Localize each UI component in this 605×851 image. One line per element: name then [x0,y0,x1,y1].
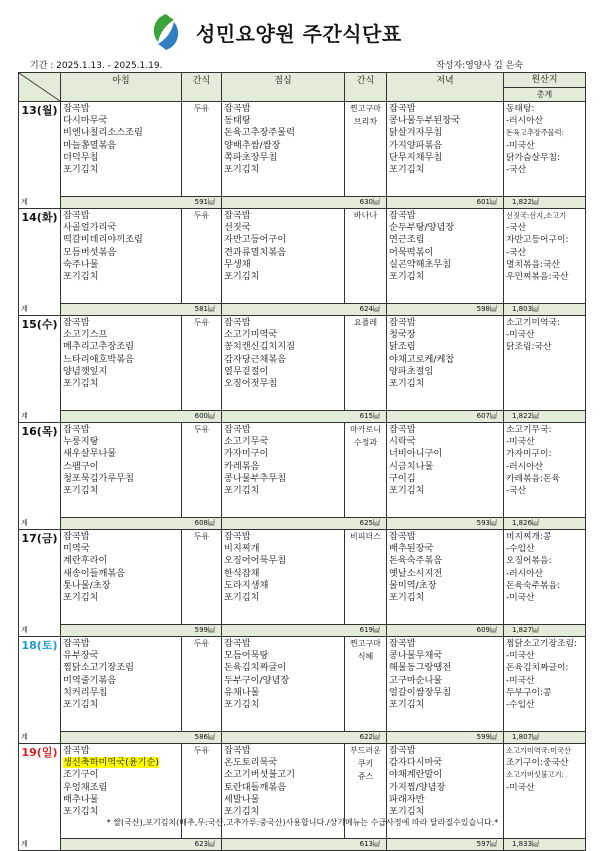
lunch-cell-item: 소고기버섯불고기 [224,769,296,781]
breakfast-cell-item: 누룽지탕 [63,436,99,448]
dinner-kcal: 609㎉ [387,625,504,637]
lunch-kcal: 624㎉ [222,304,387,316]
dinner-cell-item: 청국장 [389,329,416,341]
dinner-cell-item: 포기김치 [389,164,425,176]
origin-cell [504,209,586,304]
lunch-cell [222,316,345,411]
breakfast-cell-item: 청포묵김가루무침 [63,472,135,484]
breakfast-kcal: 586㎉ 계 [61,732,222,744]
sum-label: 계 [21,412,28,420]
col-snack-am: 간식 [182,73,222,102]
origin-line: -러시아산 [506,568,544,579]
origin-cell [504,530,586,625]
breakfast-cell-item: 소고기스프 [63,329,108,341]
breakfast-cell-item: 배추나물 [63,793,99,805]
breakfast-cell-item: 조기구이 [63,769,99,781]
col-dinner: 저녁 [387,73,504,102]
breakfast-cell-item: 포기김치 [63,164,99,176]
breakfast-kcal: 608㎉ 계 [61,518,222,530]
lunch-cell-item: 도라지생채 [224,579,269,591]
total-kcal: 1,822㎉ [504,197,586,209]
dinner-kcal: 599㎉ [387,732,504,744]
breakfast-cell [61,209,182,304]
sum-label: 계 [21,519,28,527]
origin-cell [504,316,586,411]
sum-row [19,518,586,530]
sum-label: 계 [21,198,28,206]
dinner-cell-item: 돈육숙주볶음 [389,555,443,567]
origin-line: -국산 [506,486,527,497]
corner-cell [19,73,61,102]
origin-line: 오징어볶음: [506,556,552,567]
breakfast-cell-item: 새송이들깨볶음 [63,567,126,579]
lunch-cell-item: 동태탕 [224,115,251,127]
lunch-cell-item: 열무겉절이 [224,365,269,377]
dinner-kcal: 598㎉ [387,304,504,316]
lunch-cell-item: 돈육고추장주물럭 [224,127,296,139]
origin-line: 자반고등어구이: [506,235,569,246]
lunch-cell-item: 한식잡채 [224,567,260,579]
breakfast-cell [61,102,182,197]
lunch-cell [222,102,345,197]
dinner-cell-item: 해물동그랑땡전 [389,662,452,674]
dinner-kcal: 597㎉ [387,839,504,851]
breakfast-kcal: 599㎉ 계 [61,625,222,637]
lunch-cell-item: 포기김치 [224,699,260,711]
breakfast-cell-item: 잡곡밥 [63,103,90,114]
breakfast-cell-item: 새우살무나물 [63,448,117,460]
dinner-kcal: 607㎉ [387,411,504,423]
day-label: 19(일) [19,744,61,851]
dinner-cell-item: 순두부탕/양념장 [389,222,455,234]
breakfast-cell-item: 포기김치 [63,699,99,711]
dinner-cell-item: 단무지채무침 [389,151,443,163]
snack-am-cell-item: 두유 [193,746,210,755]
dinner-cell-item: 실곤약해초무침 [389,258,452,270]
snack-pm-cell-item: 찐고구마 [350,639,381,648]
lunch-cell-item: 잡곡밥 [224,745,251,756]
dinner-cell-item: 잡곡밥 [389,531,416,542]
dinner-cell-item: 잡곡밥 [389,317,416,328]
breakfast-cell-item: 잡곡밥 [63,745,90,756]
menu-body [19,102,586,851]
breakfast-cell-item: 포기김치 [63,806,99,818]
lunch-cell-item: 자반고등어구이 [224,234,287,246]
dinner-cell [387,102,504,197]
origin-line: -러시아산 [506,116,544,127]
dinner-cell-item: 구이김 [389,472,416,484]
origin-line: 소고기무국: [506,425,552,435]
snack-pm-cell [345,316,387,411]
lunch-kcal: 625㎉ [222,518,387,530]
lunch-cell-item: 가자미구이 [224,448,269,460]
lunch-cell-item: 포기김치 [224,806,260,818]
dinner-cell-item: 파래자반 [389,793,425,805]
lunch-cell-item: 잡곡밥 [224,317,251,328]
breakfast-cell-item: 느타리애호박볶음 [63,353,135,365]
breakfast-cell-item: 양념깻잎지 [63,365,108,377]
dinner-cell-item: 옛날소시지전 [389,567,443,579]
diagonal-line [19,73,60,101]
lunch-kcal: 630㎉ [222,197,387,209]
dinner-cell-item: 배추된장국 [389,543,434,555]
lunch-cell-item: 온도토리묵국 [224,757,278,769]
day-row [19,316,586,411]
snack-pm-cell [345,530,387,625]
lunch-cell-item: 돈육김치짜글이 [224,662,287,674]
dinner-cell-item: 잡곡밥 [389,210,416,221]
page-title: 성민요양원 주간식단표 [196,22,402,46]
snack-am-cell [182,102,222,197]
dinner-cell [387,423,504,518]
lunch-cell-item: 오징어어묵무침 [224,555,287,567]
dinner-cell-item: 어묵떡볶이 [389,246,434,258]
breakfast-kcal: 591㎉ 계 [61,197,222,209]
col-snack-pm: 간식 [345,73,387,102]
snack-am-cell-item: 두유 [193,104,210,113]
sum-row [19,411,586,423]
origin-cell [504,637,586,732]
day-label: 16(목) [19,423,61,530]
sum-label: 계 [21,840,28,848]
origin-line: -수입산 [506,700,535,711]
lunch-cell-item: 토란대들깨볶음 [224,781,287,793]
lunch-cell-item: 잡곡밥 [224,424,251,435]
lunch-cell [222,530,345,625]
lunch-cell-item: 포기김치 [224,592,260,604]
breakfast-cell-item: 숙주나물 [63,258,99,270]
lunch-kcal: 613㎉ [222,839,387,851]
breakfast-cell-item: 마늘쫑멸볶음 [63,139,117,151]
breakfast-cell-item: 잡곡밥 [63,424,90,435]
snack-pm-cell-item: 요플레 [353,318,378,327]
snack-am-cell-item: 두유 [193,211,210,220]
breakfast-cell-item: 모듬버섯볶음 [63,246,117,258]
dinner-cell-item: 잡곡밥 [389,103,416,114]
origin-line: 소고기버섯불고기: [506,770,564,780]
origin-line: 우민찌볶음:국산 [506,272,569,283]
sum-row [19,197,586,209]
dinner-kcal: 601㎉ [387,197,504,209]
col-origin-label: 원산지 [504,73,585,88]
snack-am-cell [182,316,222,411]
origin-line: 카레볶음:돈육 [506,473,560,484]
lunch-cell-item: 소고기무국 [224,436,269,448]
sum-label: 계 [21,305,28,313]
breakfast-cell [61,423,182,518]
snack-am-cell-item: 두유 [193,318,210,327]
lunch-cell-item: 카레볶음 [224,460,260,472]
dinner-cell-item: 야채고로케/케찹 [389,353,455,365]
origin-line: -수입산 [506,544,535,555]
total-kcal: 1,803㎉ [504,304,586,316]
dinner-cell-item: 포기김치 [389,271,425,283]
dinner-cell-item: 포기김치 [389,485,425,497]
lunch-cell-item: 잡곡밥 [224,210,251,221]
origin-line: 조기구이:중국산 [506,758,569,769]
breakfast-cell-item: 포기김치 [63,271,99,283]
snack-pm-cell-item: 브리차 [353,117,378,126]
origin-line: -미국산 [506,437,535,448]
dinner-cell-item: 감자다시마국 [389,757,443,769]
dinner-cell [387,637,504,732]
origin-line: 동태탕: [506,104,535,114]
lunch-cell-item: 선짓국 [224,222,251,234]
dinner-cell-item: 물미역/초장 [389,579,437,591]
lunch-cell-item: 잡곡밥 [224,531,251,542]
breakfast-cell-item: 포기김치 [63,378,99,390]
total-kcal: 1,833㎉ [504,839,586,851]
lunch-cell-item: 소고기미역국 [224,329,278,341]
breakfast-cell-item: 미역국 [63,543,90,555]
lunch-cell-item: 꽁치캔신김치지짐 [224,341,296,353]
snack-am-cell [182,423,222,518]
snack-am-cell [182,209,222,304]
snack-pm-cell-item: 쥬스 [357,772,374,781]
origin-line: -국산 [506,223,527,234]
lunch-cell [222,423,345,518]
breakfast-kcal: 581㎉ 계 [61,304,222,316]
lunch-cell-item: 잡곡밥 [224,638,251,649]
day-row [19,209,586,304]
dinner-cell-item: 양파초절임 [389,365,434,377]
breakfast-cell-item: 계란후라이 [63,555,108,567]
sum-label: 계 [21,626,28,634]
origin-line: -미국산 [506,140,535,151]
menu-author: 작성자:영양사 김 은숙 [436,61,524,71]
breakfast-cell-item: 찜닭소고기장조림 [63,662,135,674]
snack-pm-cell-item: 찐고구마 [350,104,381,113]
dinner-cell-item: 가지찜/양념장 [389,781,446,793]
dinner-cell-item: 포기김치 [389,806,425,818]
dinner-cell [387,316,504,411]
origin-line: -미국산 [506,593,535,604]
breakfast-cell-item: 잡곡밥 [63,638,90,649]
dinner-kcal: 593㎉ [387,518,504,530]
breakfast-cell [61,637,182,732]
dinner-cell-item: 닭살겨자무침 [389,127,443,139]
breakfast-cell-item: 우엉채조림 [63,781,108,793]
snack-pm-cell-item: 부드러운 [350,746,381,755]
snack-pm-cell-item: 식혜 [357,652,374,661]
dinner-cell-item: 야채계란말이 [389,769,443,781]
day-label: 17(금) [19,530,61,637]
lunch-cell-item: 감자당근채볶음 [224,353,287,365]
dinner-cell-item: 너비아니구이 [389,448,443,460]
dinner-cell-item: 잡곡밥 [389,638,416,649]
sum-row [19,625,586,637]
breakfast-cell-item: 톳나물/초장 [63,579,111,591]
col-lunch: 점심 [222,73,345,102]
breakfast-cell-item: 떡갈비데리야끼조림 [63,234,143,246]
day-row [19,637,586,732]
day-label: 13(월) [19,102,61,209]
origin-line: -국산 [506,165,527,176]
breakfast-cell-item: 메추리고추장조림 [63,341,135,353]
origin-line: 선짓국:선지,소고기 [506,211,567,220]
origin-line: 찜닭소고기장조림: [506,639,577,649]
origin-line: 돈육숙주볶음: [506,580,560,591]
dinner-cell-item: 시금치나물 [389,460,434,472]
snack-am-cell [182,530,222,625]
dinner-cell-item: 얼갈이쌈장무침 [389,686,452,698]
dinner-cell-item: 포기김치 [389,592,425,604]
origin-line: -국산 [506,247,527,258]
lunch-cell-item: 두부구이/양념장 [224,674,290,686]
lunch-cell-item: 유채나물 [224,686,260,698]
sum-row [19,304,586,316]
lunch-cell-item: 견과류멸치볶음 [224,246,287,258]
weekly-menu-table [18,72,586,851]
sum-row [19,732,586,744]
lunch-cell-item: 포기김치 [224,271,260,283]
snack-pm-cell-item: 바나나 [353,211,378,220]
lunch-cell-item: 콩나물부추무침 [224,472,287,484]
snack-am-cell-item: 두유 [193,425,210,434]
breakfast-cell-item: 잡곡밥 [63,531,90,542]
snack-pm-cell [345,102,387,197]
origin-line: 가자미구이: [506,449,552,460]
dinner-cell-item: 가지양파볶음 [389,139,443,151]
breakfast-cell [61,316,182,411]
origin-cell [504,102,586,197]
dinner-cell-item: 잡곡밥 [389,424,416,435]
origin-line: 돈육김치짜글이: [506,663,569,674]
snack-pm-cell-item: 비피더스 [350,532,381,541]
lunch-cell [222,637,345,732]
origin-line: 소고기미역국:미국산 [506,746,571,755]
leaf-logo-icon [146,12,186,52]
origin-line: 돈육고추장주물럭: [506,128,564,138]
snack-pm-cell [345,423,387,518]
total-kcal: 1,826㎉ [504,518,586,530]
lunch-cell-item: 비지찌개 [224,543,260,555]
sum-label: 계 [21,733,28,741]
origin-line: -러시아산 [506,461,544,472]
origin-line: -미국산 [506,651,535,662]
origin-cell [504,423,586,518]
breakfast-cell-item: 잡곡밥 [63,210,90,221]
origin-line: -미국산 [506,330,535,341]
breakfast-cell-item: 스팸구이 [63,460,99,472]
dinner-cell-item: 콩나물무채국 [389,650,443,662]
breakfast-kcal: 600㎉ 계 [61,411,222,423]
dinner-cell [387,209,504,304]
sum-row [19,839,586,851]
lunch-cell-item: 쪽파초장무침 [224,151,278,163]
snack-pm-cell [345,209,387,304]
breakfast-cell-item: 포기김치 [63,485,99,497]
snack-am-cell [182,637,222,732]
breakfast-cell-item: 사골얼가리국 [63,222,117,234]
snack-am-cell-item: 두유 [193,639,210,648]
lunch-cell-item: 모듬어묵탕 [224,650,269,662]
snack-pm-cell-item: 수정과 [353,438,378,447]
dinner-cell-item: 시락국 [389,436,416,448]
lunch-cell [222,209,345,304]
origin-line: 소고기미역국: [506,318,560,328]
lunch-kcal: 619㎉ [222,625,387,637]
origin-line: 닭조림:국산 [506,342,552,353]
dinner-cell-item: 연근조림 [389,234,425,246]
header-row [19,73,586,102]
breakfast-cell-item: 미역줄기볶음 [63,674,117,686]
lunch-cell-item: 무생채 [224,258,251,270]
total-kcal: 1,827㎉ [504,625,586,637]
day-row [19,423,586,518]
origin-line: 두부구이:콩 [506,687,552,698]
lunch-kcal: 615㎉ [222,411,387,423]
col-origin [504,73,586,102]
birthday-highlight: 생신축하미역국(윤기순) [63,757,159,769]
col-breakfast: 아침 [61,73,182,102]
day-row [19,530,586,625]
lunch-cell-item: 오징어젓무침 [224,378,278,390]
snack-pm-cell [345,637,387,732]
snack-am-cell-item: 두유 [193,532,210,541]
breakfast-cell-item: 다시마무국 [63,115,108,127]
dinner-cell-item: 콩나물두부된장국 [389,115,461,127]
lunch-cell-item: 양배추쌈/쌈장 [224,139,281,151]
total-kcal: 1,822㎉ [504,411,586,423]
breakfast-cell-item [63,757,179,769]
lunch-cell-item: 포기김치 [224,485,260,497]
origin-line: -미국산 [506,782,535,793]
breakfast-cell-item: 잡곡밥 [63,317,90,328]
snack-pm-cell-item: 쿠키 [357,759,374,768]
origin-line: 비지찌개:콩 [506,532,552,542]
lunch-cell-item: 잡곡밥 [224,103,251,114]
breakfast-cell-item: 유부장국 [63,650,99,662]
lunch-kcal: 622㎉ [222,732,387,744]
day-label: 15(수) [19,316,61,423]
day-label: 18(토) [19,637,61,744]
snack-pm-cell-item: 마카로니 [350,425,381,434]
day-label: 14(화) [19,209,61,316]
lunch-cell-item: 세발나물 [224,793,260,805]
footnote: * 쌀(국산),포기김치(배추,무:국산,고추가루:중국산)사용합니다./상기메뉴는 수급사정에 따라 달라질수있습니다.* [106,818,499,827]
origin-line: -미국산 [506,675,535,686]
dinner-cell [387,530,504,625]
breakfast-cell-item: 치커리무침 [63,686,108,698]
menu-period: 기간 : 2025.1.13. - 2025.1.19. [30,61,163,71]
lunch-cell-item: 포기김치 [224,164,260,176]
breakfast-kcal: 623㎉ 계 [61,839,222,851]
origin-line: 닭가슴살무침: [506,152,560,163]
col-total-label: 총계 [536,90,553,99]
dinner-cell-item: 포기김치 [389,699,425,711]
day-row [19,102,586,197]
dinner-cell-item: 닭조림 [389,341,416,353]
breakfast-cell [61,530,182,625]
dinner-cell-item: 포기김치 [389,378,425,390]
breakfast-cell-item: 비엔나칠리소스조림 [63,127,143,139]
dinner-cell-item: 고구마순나물 [389,674,443,686]
title-area [0,10,605,54]
total-kcal: 1,807㎉ [504,732,586,744]
breakfast-cell-item: 더덕무침 [63,151,99,163]
dinner-cell-item: 잡곡밥 [389,745,416,756]
breakfast-cell-item: 포기김치 [63,592,99,604]
origin-line: 멸치볶음:국산 [506,259,560,270]
